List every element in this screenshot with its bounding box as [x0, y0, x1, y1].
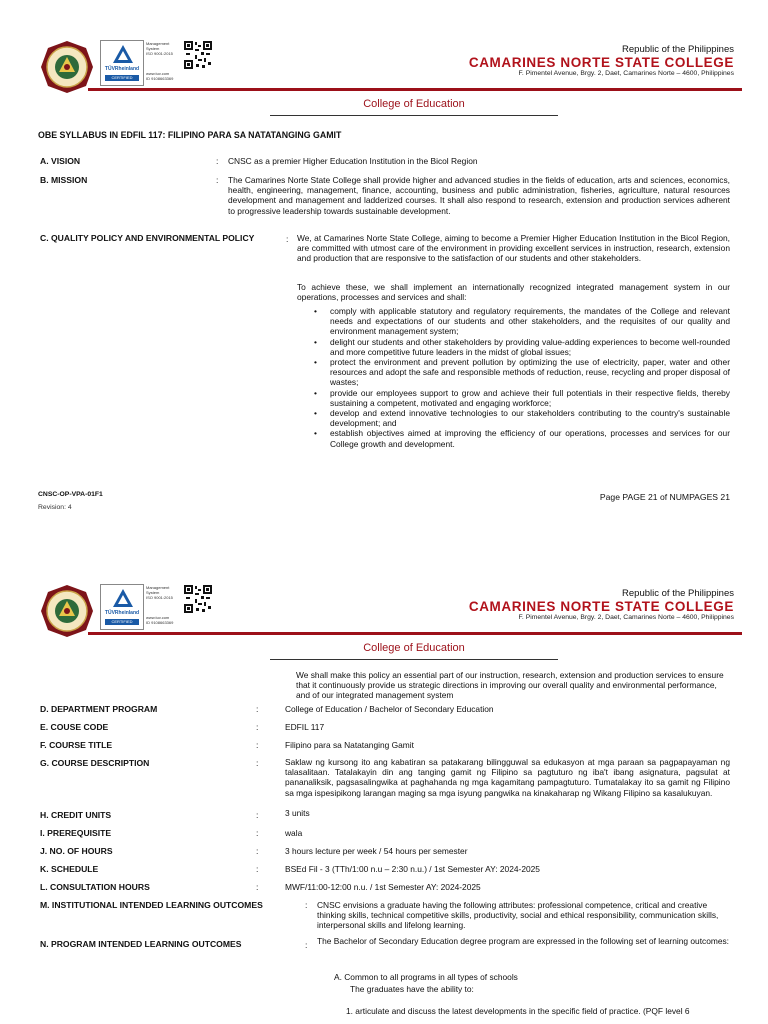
- colon: :: [256, 722, 259, 732]
- cert-line: System: [146, 590, 160, 595]
- vision-label: A. VISION: [40, 156, 81, 166]
- colon: :: [256, 882, 259, 892]
- mission-text: The Camarines Norte State College shall provide higher and advanced studies in the fields of education, arts and sciences, economics, health, engineering, management, finance, accounting, business and public administration, fisheries, agriculture, natural resources development and management and ladderized courses. It shall also respond to research, extension and production services adherent to progressive leadership towards sustainable development.: [228, 175, 730, 216]
- unit-title: College of Education: [363, 98, 465, 110]
- list-item: • comply with applicable statutory and regulatory requirements, the mandates of the College and relevant needs and expectations of our students and other stakeholders, and the requisites of our quality and environment management system;: [330, 306, 730, 337]
- page-header: [0, 0, 768, 110]
- cert-line: Management: [146, 585, 170, 590]
- field-value: 3 hours lecture per week / 54 hours per semester: [285, 846, 468, 856]
- field-value: wala: [285, 828, 303, 838]
- colon: :: [256, 740, 259, 750]
- colon: :: [256, 864, 259, 874]
- field-label: G. COURSE DESCRIPTION: [40, 758, 150, 768]
- cert-text: [146, 41, 182, 81]
- page-header: [0, 544, 768, 654]
- tuv-logo-icon: [113, 589, 133, 607]
- colon: :: [256, 810, 259, 820]
- policy-continuation: We shall make this policy an essential part of our instruction, research, extension and production services to ensure that it continuously provide us strategic directions in improving our overall quality and environmental performance, and of our integrated management system: [296, 670, 724, 700]
- college-seal-icon: [40, 584, 94, 638]
- college-address: F. Pimentel Avenue, Brgy. 2, Daet, Camarines Norte – 4600, Philippines: [518, 70, 734, 77]
- policy-intro: We, at Camarines Norte State College, aiming to become a Premier Higher Education Institution in the Bicol Region, are committed with utmost care of the environment in providing excellent services in instruction, research, extension and production that are responsive to the satisfaction of our students and other stakeholders.: [297, 233, 730, 264]
- header-divider: [88, 632, 742, 635]
- field-label: H. CREDIT UNITS: [40, 810, 112, 820]
- form-code: CNSC-OP-VPA-01F1: [38, 491, 103, 498]
- outcome-group-a-sub: The graduates have the ability to:: [350, 984, 474, 994]
- college-name: CAMARINES NORTE STATE COLLEGE: [468, 55, 734, 70]
- unit-underline: [270, 659, 558, 660]
- colon: :: [216, 156, 219, 166]
- iilo-text: CNSC envisions a graduate having the following attributes: professional competence, critical and creative thinking skills, technical competitive skills, productivity, social and ethical responsibility, communication skills, interpersonal skills and lifelong learning.: [317, 900, 719, 931]
- field-label: K. SCHEDULE: [40, 864, 99, 874]
- cert-line: Management: [146, 41, 170, 46]
- cert-text: [146, 585, 182, 625]
- field-value: EDFIL 117: [285, 722, 325, 732]
- cert-line: ISO 9001:2015: [146, 51, 173, 56]
- colon: :: [256, 846, 259, 856]
- republic-text: Republic of the Philippines: [622, 588, 734, 599]
- syllabus-title: OBE SYLLABUS IN EDFIL 117: FILIPINO PARA SA NATATANGING GAMIT: [38, 130, 342, 140]
- iso-cert-badge: [100, 584, 144, 630]
- field-value: College of Education / Bachelor of Secondary Education: [285, 704, 494, 714]
- pilo-label: N. PROGRAM INTENDED LEARNING OUTCOMES: [40, 939, 242, 949]
- syllabus-page-2: [0, 544, 768, 1024]
- header-divider: [88, 88, 742, 91]
- colon: :: [305, 900, 308, 910]
- cert-badge-label: CERTIFIED: [105, 75, 139, 81]
- cert-line: System: [146, 46, 160, 51]
- cert-web: www.tuv.com: [146, 615, 170, 620]
- pilo-text: The Bachelor of Secondary Education degree program are expressed in the following set of learning outcomes:: [317, 936, 730, 946]
- field-label: E. COUSE CODE: [40, 722, 109, 732]
- list-item: • delight our students and other stakeholders by providing value-adding experiences to become well-rounded and more competitive future leaders in the midst of global issues;: [330, 337, 730, 357]
- colon: :: [305, 940, 308, 950]
- field-value: BSEd Fil - 3 (TTh/1:00 n.u – 2:30 n.u.) / 1st Semester AY: 2024-2025: [285, 864, 540, 874]
- cert-id: ID 9108663369: [146, 76, 174, 81]
- policy-lead: To achieve these, we shall implement an internationally recognized integrated management system in our operations, processes and services and shall:: [297, 282, 730, 303]
- field-label: I. PREREQUISITE: [40, 828, 112, 838]
- qr-code-icon: [184, 41, 212, 69]
- college-seal-icon: [40, 40, 94, 94]
- list-item: • develop and extend innovative technologies to our stakeholders contributing to the country's sustainable development; and: [330, 408, 730, 428]
- field-label: F. COURSE TITLE: [40, 740, 113, 750]
- colon: :: [286, 234, 289, 244]
- republic-text: Republic of the Philippines: [622, 44, 734, 55]
- cert-web: www.tuv.com: [146, 71, 170, 76]
- colon: :: [256, 828, 259, 838]
- vision-text: CNSC as a premier Higher Education Institution in the Bicol Region: [228, 156, 478, 166]
- outcome-group-a: A. Common to all programs in all types of schools: [334, 972, 518, 982]
- iso-cert-badge: [100, 40, 144, 86]
- outcome-item: 1. articulate and discuss the latest developments in the specific field of practice. (PQF level 6: [346, 1006, 690, 1016]
- cert-line: ISO 9001:2015: [146, 595, 173, 600]
- field-value: 3 units: [285, 808, 310, 818]
- cert-badge-label: CERTIFIED: [105, 619, 139, 625]
- policy-bullets: [330, 306, 730, 449]
- college-address: F. Pimentel Avenue, Brgy. 2, Daet, Camarines Norte – 4600, Philippines: [518, 614, 734, 621]
- qr-code-icon: [184, 585, 212, 613]
- colon: :: [256, 758, 259, 768]
- mission-label: B. MISSION: [40, 175, 88, 185]
- field-value: Saklaw ng kursong ito ang kabatiran sa patakarang bilingguwal sa edukasyon at mga paraan sa pagpapayaman ng talasalitaan. Tatalakayin din ang tanging gamit ng Filipino sa pagtuturo ng iba't ibang asignatura, pagsulat at pananaliksik, pagsasalingwika at paghahanda ng mga kagamitang pampagtuturo. Tumatalakay ito sa gamit ng Filipino sa mga ispesipikong larangan maging sa mga isyung pangwika na kinakaharap ng Wikang Filipino sa kasalukuyan.: [285, 757, 730, 798]
- unit-underline: [270, 115, 558, 116]
- page-number: Page PAGE 21 of NUMPAGES 21: [599, 492, 730, 502]
- college-name: CAMARINES NORTE STATE COLLEGE: [468, 599, 734, 614]
- policy-label: C. QUALITY POLICY AND ENVIRONMENTAL POLICY: [40, 233, 255, 243]
- colon: :: [256, 704, 259, 714]
- revision-number: Revision: 4: [38, 504, 72, 511]
- tuv-logo-icon: [113, 45, 133, 63]
- field-label: L. CONSULTATION HOURS: [40, 882, 150, 892]
- field-value: Filipino para sa Natatanging Gamit: [285, 740, 414, 750]
- list-item: • protect the environment and prevent pollution by optimizing the use of electricity, paper, water and other resources and adopt the safe and responsible methods of reduction, reuse, recycling and proper disposal of wastes;: [330, 357, 730, 388]
- list-item: • provide our employees support to grow and achieve their full potentials in their respective fields, thereby sustaining a competent, motivated and engaging workforce;: [330, 388, 730, 408]
- iilo-label: M. INSTITUTIONAL INTENDED LEARNING OUTCOMES: [40, 900, 263, 910]
- list-item: • establish objectives aimed at improving the efficiency of our operations, processes and services for our College growth and development.: [330, 428, 730, 448]
- field-label: D. DEPARTMENT PROGRAM: [40, 704, 158, 714]
- cert-brand: TÜVRheinland: [104, 66, 140, 72]
- cert-brand: TÜVRheinland: [104, 610, 140, 616]
- field-value: MWF/11:00-12:00 n.u. / 1st Semester AY: 2024-2025: [285, 882, 481, 892]
- colon: :: [216, 175, 219, 185]
- field-label: J. NO. OF HOURS: [40, 846, 113, 856]
- cert-id: ID 9108663369: [146, 620, 174, 625]
- unit-title: College of Education: [363, 642, 465, 654]
